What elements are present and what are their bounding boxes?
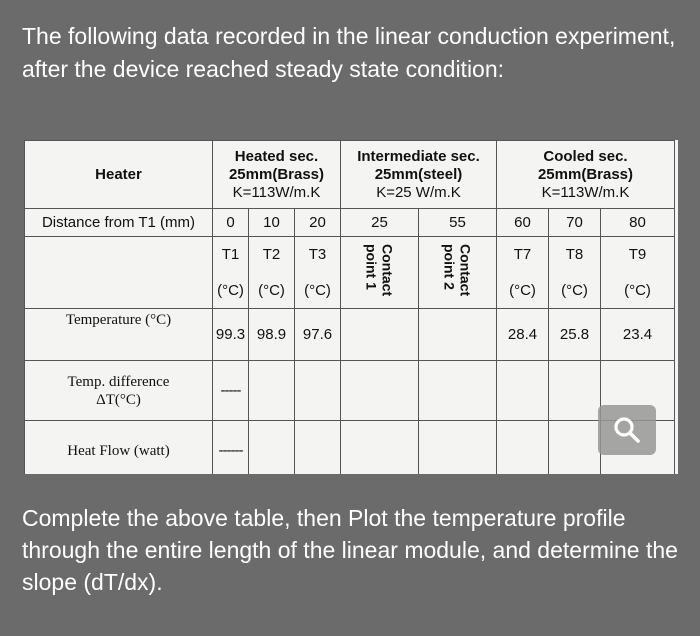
distance-row [25, 209, 675, 237]
distance-cell: 10 [249, 209, 295, 237]
distance-cell: 55 [419, 209, 497, 237]
table-header-row [25, 141, 675, 209]
distance-cell: 25 [341, 209, 419, 237]
sensor-cell: T8 (°C) [549, 237, 601, 309]
heater-label: Heater [25, 141, 213, 209]
intermediate-section-header: Intermediate sec. 25mm(steel) K=25 W/m.K [341, 141, 497, 209]
temperature-row [25, 309, 675, 361]
temperature-cell: 99.3 [213, 309, 249, 361]
temperature-cell [419, 309, 497, 361]
sensor-cell: T3 (°C) [295, 237, 341, 309]
contact-point-cell: Contact point 1 [341, 237, 419, 309]
distance-cell: 80 [601, 209, 675, 237]
contact-point-cell: Contact point 2 [419, 237, 497, 309]
intro-text: The following data recorded in the linear conduction experiment, after the device reached steady state condition: [22, 23, 676, 82]
heat-flow-row [25, 421, 675, 475]
heat-flow-label: Heat Flow (watt) [25, 421, 213, 475]
empty-cell [549, 421, 601, 475]
sensor-cell: T2 (°C) [249, 237, 295, 309]
sensor-cell: T1 (°C) [213, 237, 249, 309]
temp-difference-label: Temp. difference ΔT(°C) [25, 361, 213, 421]
heated-section-header: Heated sec. 25mm(Brass) K=113W/m.K [213, 141, 341, 209]
empty-cell [549, 361, 601, 421]
empty-cell [497, 361, 549, 421]
distance-cell: 20 [295, 209, 341, 237]
empty-cell [249, 361, 295, 421]
dash-cell: ------ [213, 421, 249, 475]
temperature-cell: 97.6 [295, 309, 341, 361]
empty-cell [249, 421, 295, 475]
sensor-cell: T9 (°C) [601, 237, 675, 309]
distance-cell: 60 [497, 209, 549, 237]
sensor-cell: T7 (°C) [497, 237, 549, 309]
temperature-cell: 23.4 [601, 309, 675, 361]
dash-cell: ----- [213, 361, 249, 421]
data-table-panel [24, 140, 678, 474]
empty-cell [295, 421, 341, 475]
sensor-row [25, 237, 675, 309]
distance-cell: 0 [213, 209, 249, 237]
search-icon [612, 415, 642, 445]
temperature-cell: 28.4 [497, 309, 549, 361]
image-search-button[interactable] [598, 405, 656, 455]
data-table [24, 140, 675, 474]
sensor-row-label [25, 237, 213, 309]
cooled-section-header: Cooled sec. 25mm(Brass) K=113W/m.K [497, 141, 675, 209]
empty-cell [341, 361, 419, 421]
empty-cell [295, 361, 341, 421]
distance-label: Distance from T1 (mm) [25, 209, 213, 237]
distance-cell: 70 [549, 209, 601, 237]
outro-text: Complete the above table, then Plot the temperature profile through the entire length of the linear module, and determine the slope (dT/dx). [22, 505, 678, 595]
empty-cell [341, 421, 419, 475]
temperature-cell: 25.8 [549, 309, 601, 361]
temperature-cell: 98.9 [249, 309, 295, 361]
empty-cell [497, 421, 549, 475]
empty-cell [419, 421, 497, 475]
temp-difference-row [25, 361, 675, 421]
temperature-cell [341, 309, 419, 361]
empty-cell [419, 361, 497, 421]
temperature-label: Temperature (°C) [25, 309, 213, 361]
